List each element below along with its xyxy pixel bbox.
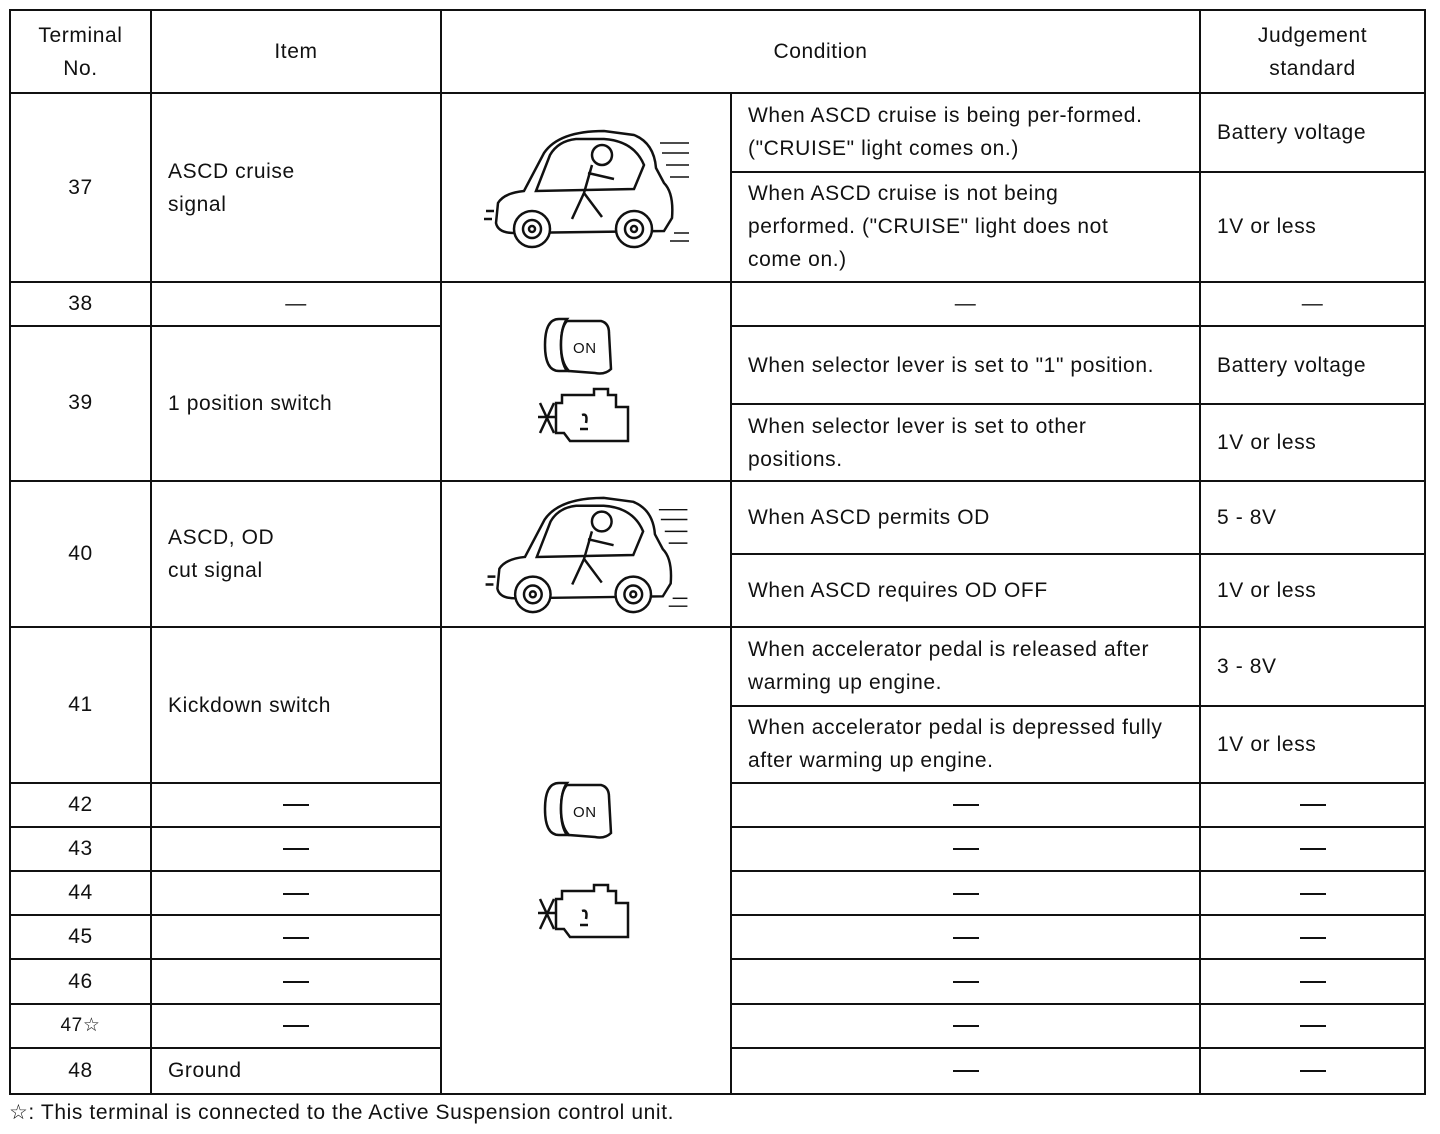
judge-44 [1200,871,1425,915]
car-driving-icon [484,123,689,253]
judge-37a: Battery voltage [1200,93,1425,171]
item-38: — [151,282,441,326]
item-46 [151,959,441,1003]
condition-41b: When accelerator pedal is depressed fully after warming up engine. [731,706,1200,783]
condition-37a: When ASCD cruise is being per-formed. ("CRUISE" light comes on.) [731,93,1200,171]
terminal-table [9,9,1426,1095]
dash [1300,937,1326,939]
engine-running-icon [536,385,636,449]
dash [283,848,309,850]
dash [1300,848,1326,850]
header-row [10,10,1425,93]
judge-46 [1200,959,1425,1003]
dash [283,937,309,939]
judge-38: — [1200,282,1425,326]
judge-41a: 3 - 8V [1200,627,1425,705]
item-41: Kickdown switch [151,627,441,783]
dash [953,804,979,806]
dash [283,804,309,806]
svg-text:ON: ON [573,803,597,821]
terminal-48: 48 [10,1048,151,1094]
terminal-39: 39 [10,326,151,481]
terminal-43: 43 [10,827,151,871]
svg-text:ON: ON [573,340,597,358]
dash [953,893,979,895]
item-37: ASCD cruise signal [151,93,441,282]
table-row [10,93,1425,171]
footnote: ☆: This terminal is connected to the Active Suspension control unit. [9,1101,675,1124]
item-47 [151,1004,441,1048]
judge-42 [1200,783,1425,827]
key-engine-cell-38-39 [441,282,731,481]
item-42 [151,783,441,827]
header-judgement: Judgement standard [1200,10,1425,93]
terminal-45: 45 [10,915,151,959]
judge-48 [1200,1048,1425,1094]
judge-40a: 5 - 8V [1200,481,1425,554]
dash [953,848,979,850]
car-cell-37 [441,93,731,282]
terminal-41: 41 [10,627,151,783]
condition-42 [731,783,1200,827]
terminal-38: 38 [10,282,151,326]
terminal-42: 42 [10,783,151,827]
item-43 [151,827,441,871]
terminal-46: 46 [10,959,151,1003]
item-45 [151,915,441,959]
condition-48 [731,1048,1200,1094]
condition-41a: When accelerator pedal is released after warming up engine. [731,627,1200,705]
terminal-44: 44 [10,871,151,915]
dash [1300,981,1326,983]
dash [283,893,309,895]
terminal-37: 37 [10,93,151,282]
condition-39b: When selector lever is set to other positions. [731,404,1200,480]
condition-43 [731,827,1200,871]
dash [1300,1025,1326,1027]
condition-39a: When selector lever is set to "1" position. [731,326,1200,404]
dash [953,981,979,983]
judge-37b: 1V or less [1200,172,1425,282]
header-item: Item [151,10,441,93]
condition-47 [731,1004,1200,1048]
dash [953,937,979,939]
condition-46 [731,959,1200,1003]
ignition-key-on-icon [541,313,631,377]
terminal-47: 47☆ [10,1004,151,1048]
condition-44 [731,871,1200,915]
item-40: ASCD, OD cut signal [151,481,441,628]
table-row [10,481,1425,554]
car-driving-icon [484,490,689,618]
table-row [10,282,1425,326]
judge-39a: Battery voltage [1200,326,1425,404]
dash [283,1025,309,1027]
key-engine-cell-41-48 [441,627,731,1094]
condition-40a: When ASCD permits OD [731,481,1200,554]
dash [1300,893,1326,895]
condition-40b: When ASCD requires OD OFF [731,554,1200,627]
judge-41b: 1V or less [1200,706,1425,783]
table-row [10,627,1425,705]
header-terminal: Terminal No. [10,10,151,93]
item-44 [151,871,441,915]
dash [1300,804,1326,806]
dash [953,1070,979,1072]
judge-40b: 1V or less [1200,554,1425,627]
item-39: 1 position switch [151,326,441,481]
condition-45 [731,915,1200,959]
item-48: Ground [151,1048,441,1094]
dash [283,981,309,983]
condition-37b: When ASCD cruise is not being performed. ("CRUISE" light does not come on.) [731,172,1200,282]
car-cell-40 [441,481,731,628]
engine-running-icon [536,881,636,945]
header-condition: Condition [441,10,1200,93]
judge-43 [1200,827,1425,871]
dash [1300,1070,1326,1072]
ignition-key-on-icon [541,777,631,841]
dash [953,1025,979,1027]
judge-47 [1200,1004,1425,1048]
judge-39b: 1V or less [1200,404,1425,480]
judge-45 [1200,915,1425,959]
condition-38: — [731,282,1200,326]
terminal-40: 40 [10,481,151,628]
